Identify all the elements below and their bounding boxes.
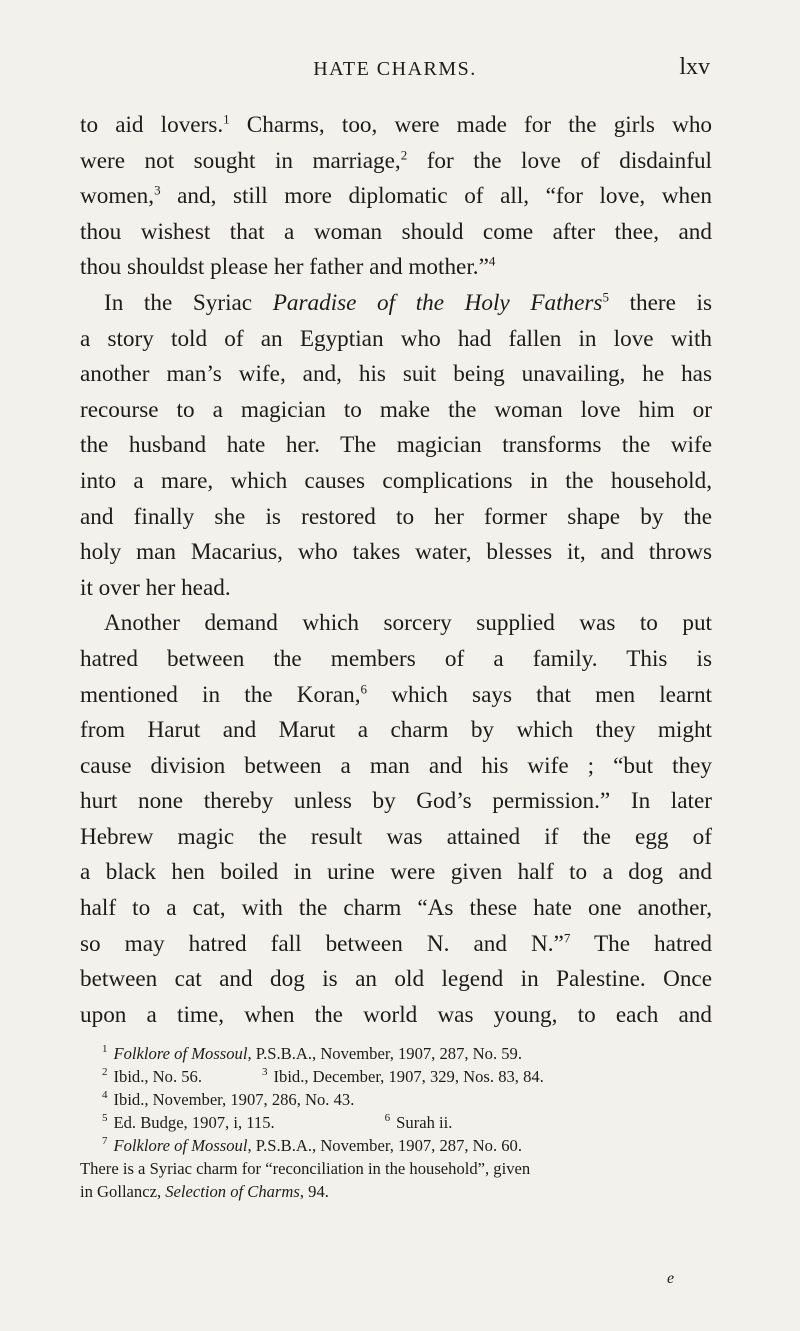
- page-number: lxv: [679, 54, 710, 80]
- signature-mark: e: [667, 1270, 675, 1287]
- body-line: to aid lovers.$^1$ Charms, too, were made for the girls who: [80, 111, 713, 138]
- footnotes: [80, 1042, 712, 1203]
- page-header: [80, 54, 710, 84]
- footnote-5-6: $^5$ Ed. Budge, 1907, i, 115. $^6$ Surah ii.: [102, 1112, 453, 1132]
- footnote-2-3: $^2$ Ibid., No. 56. $^3$ Ibid., December, 1907, 329, Nos. 83, 84.: [102, 1066, 544, 1086]
- body-line: so may hatred fall between N. and N.”$^7$ The hatred: [80, 929, 712, 957]
- body-line: a story told of an Egyptian who had fallen in love with: [80, 325, 712, 352]
- body-line: into a mare, which causes complications in the household,: [80, 467, 712, 494]
- body-line: hurt none thereby unless by God’s permission.” In later: [80, 788, 712, 815]
- body-line: between cat and dog is an old legend in Palestine. Once: [80, 966, 712, 993]
- body-line: In the Syriac Paradise of the Holy Fathers$^5$ there is: [104, 289, 712, 316]
- body-line: upon a time, when the world was young, to each and: [80, 1001, 712, 1028]
- body-line: women,$^3$ and, still more diplomatic of all, “for love, when: [80, 182, 712, 210]
- body-line: the husband hate her. The magician transforms the wife: [80, 432, 712, 459]
- body-line: another man’s wife, and, his suit being unavailing, he has: [80, 361, 712, 388]
- body-line: thou shouldst please her father and mother.”$^4$: [80, 253, 496, 281]
- running-title: HATE CHARMS.: [313, 58, 477, 80]
- footnote-7: $^7$ Folklore of Mossoul, P.S.B.A., November, 1907, 287, No. 60.: [102, 1135, 522, 1155]
- body-line: a black hen boiled in urine were given half to a dog and: [80, 859, 712, 886]
- body-line: it over her head.: [80, 574, 231, 601]
- body-line: recourse to a magician to make the woman love him or: [80, 396, 712, 423]
- body-line: cause division between a man and his wife ; “but they: [80, 752, 712, 779]
- body-line: mentioned in the Koran,$^6$ which says that men learnt: [80, 680, 712, 708]
- body-line: and finally she is restored to her former shape by the: [80, 503, 712, 530]
- body-line: holy man Macarius, who takes water, blesses it, and throws: [80, 539, 712, 566]
- footnote-1: $^1$ Folklore of Mossoul, P.S.B.A., November, 1907, 287, No. 59.: [102, 1043, 522, 1063]
- body-line: half to a cat, with the charm “As these hate one another,: [80, 895, 712, 922]
- footnote-4: $^4$ Ibid., November, 1907, 286, No. 43.: [102, 1089, 355, 1109]
- body-line: were not sought in marriage,$^2$ for the love of disdainful: [80, 146, 712, 174]
- body-text: [80, 108, 712, 1033]
- body-line: Another demand which sorcery supplied was to put: [104, 610, 712, 637]
- body-line: thou wishest that a woman should come after thee, and: [80, 218, 712, 245]
- body-line: hatred between the members of a family. This is: [80, 645, 712, 672]
- footnote-7-end: in Gollancz, Selection of Charms, 94.: [80, 1182, 329, 1201]
- body-line: from Harut and Marut a charm by which they might: [80, 717, 712, 744]
- body-line: Hebrew magic the result was attained if the egg of: [80, 823, 712, 850]
- footnote-7-continued: There is a Syriac charm for “reconciliation in the household”, given: [80, 1159, 531, 1178]
